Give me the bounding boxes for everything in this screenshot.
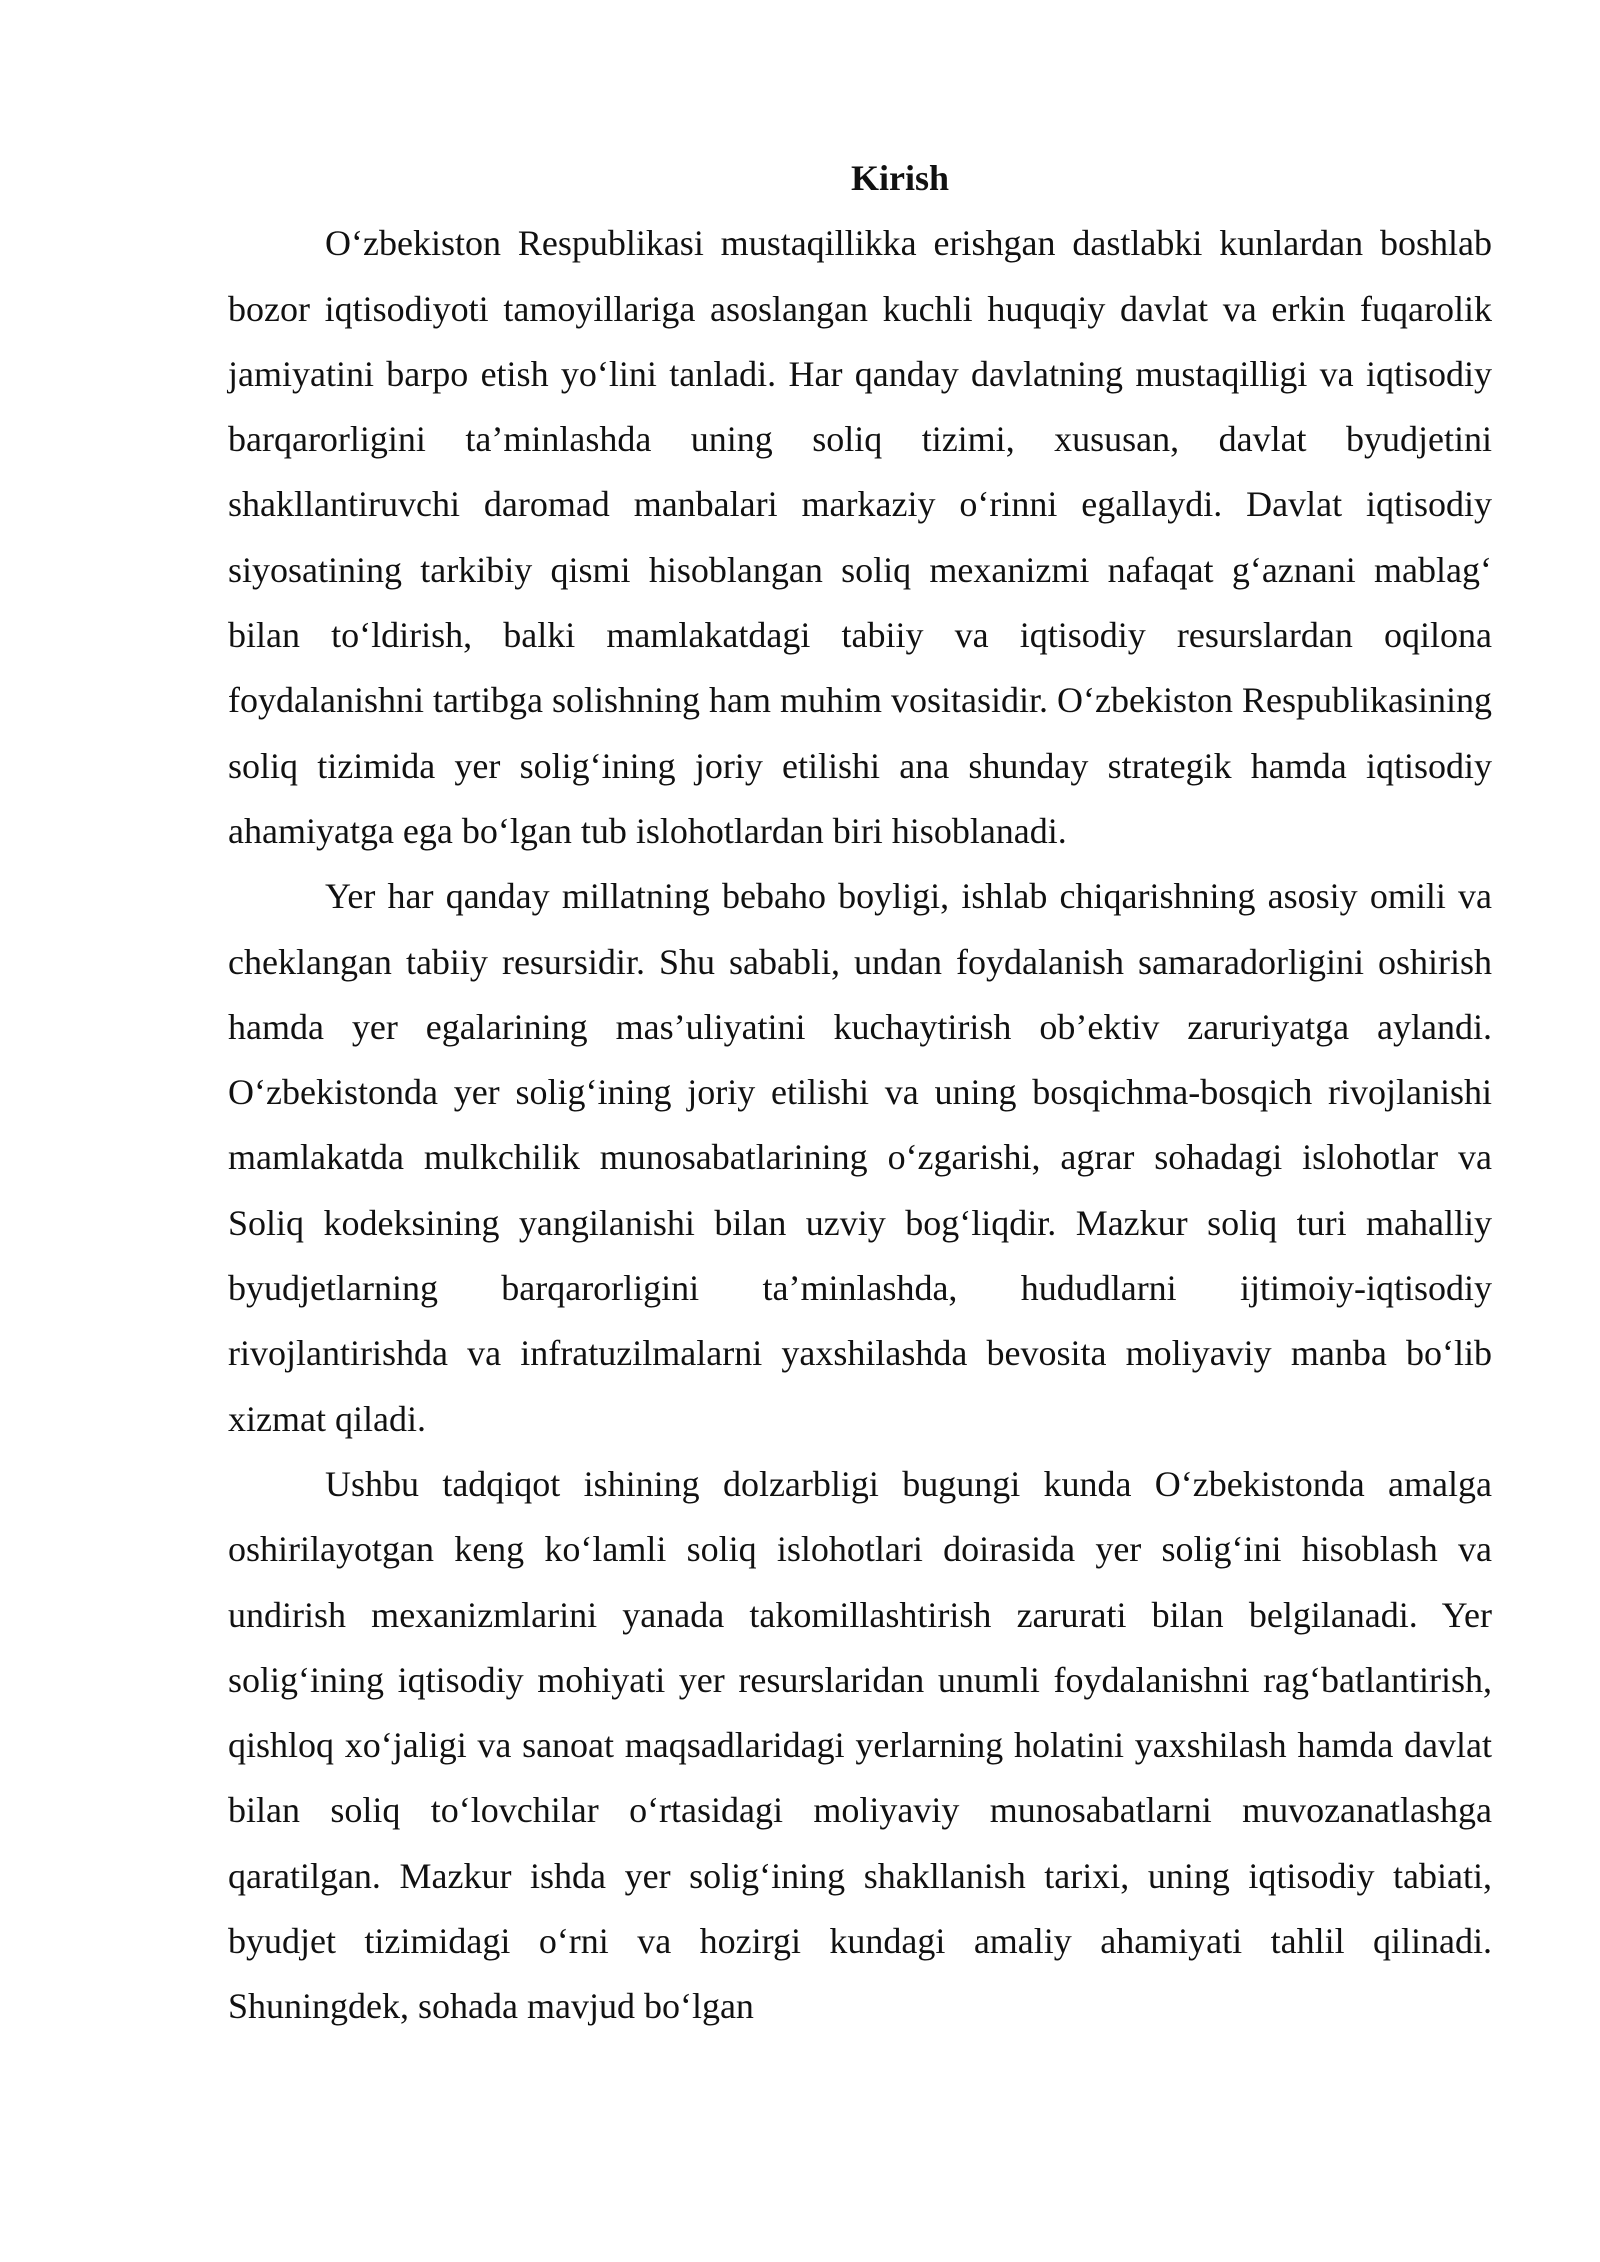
paragraph-2: Yer har qanday millatning bebaho boyligi, ishlab chiqarishning asosiy omili va cheklangan tabiiy resursidir. Shu sababli, undan foydalanish samaradorligini oshirish hamda yer egalarining mas’uliyatini kuchaytirish ob’ektiv zaruriyatga aylandi. O‘zbekistonda yer solig‘ining joriy etilishi va uning bosqichma-bosqich rivojlanishi mamlakatda mulkchilik munosabatlarining o‘zgarishi, agrar sohadagi islohotlar va Soliq kodeksining yangilanishi bilan uzviy bog‘liqdir. Mazkur soliq turi mahalliy byudjetlarning barqarorligini ta’minlashda, hududlarni ijtimoiy-iqtisodiy rivojlantirishda va infratuzilmalarni yaxshilashda bevosita moliyaviy manba bo‘lib xizmat qiladi. [228, 876, 1492, 1439]
paragraph-1: O‘zbekiston Respublikasi mustaqillikka erishgan dastlabki kunlardan boshlab bozor iqtisodiyoti tamoyillariga asoslangan kuchli huquqiy davlat va erkin fuqarolik jamiyatini barpo etish yo‘lini tanladi. Har qanday davlatning mustaqilligi va iqtisodiy barqarorligini ta’minlashda uning soliq tizimi, xususan, davlat byudjetini shakllantiruvchi daromad manbalari markaziy o‘rinni egallaydi. Davlat iqtisodiy siyosatining tarkibiy qismi hisoblangan soliq mexanizmi nafaqat g‘aznani mablag‘ bilan to‘ldirish, balki mamlakatdagi tabiiy va iqtisodiy resurslardan oqilona foydalanishni tartibga solishning ham muhim vositasidir. O‘zbekiston Respublikasining soliq tizimida yer solig‘ining joriy etilishi ana shunday strategik hamda iqtisodiy ahamiyatga ega bo‘lgan tub islohotlardan biri hisoblanadi. [228, 223, 1492, 851]
paragraph-3: Ushbu tadqiqot ishining dolzarbligi bugungi kunda O‘zbekistonda amalga oshirilayotgan keng ko‘lamli soliq islohotlari doirasida yer solig‘ini hisoblash va undirish mexanizmlarini yanada takomillashtirish zarurati bilan belgilanadi. Yer solig‘ining iqtisodiy mohiyati yer resurslaridan unumli foydalanishni rag‘batlantirish, qishloq xo‘jaligi va sanoat maqsadlaridagi yerlarning holatini yaxshilash hamda davlat bilan soliq to‘lovchilar o‘rtasidagi moliyaviy munosabatlarni muvozanatlashga qaratilgan. Mazkur ishda yer solig‘ining shakllanish tarixi, uning iqtisodiy tabiati, byudjet tizimidagi o‘rni va hozirgi kundagi amaliy ahamiyati tahlil qilinadi. Shuningdek, sohada mavjud bo‘lgan [228, 1463, 1492, 2027]
document-body [228, 146, 1492, 2040]
page-title: Kirish [850, 158, 949, 198]
